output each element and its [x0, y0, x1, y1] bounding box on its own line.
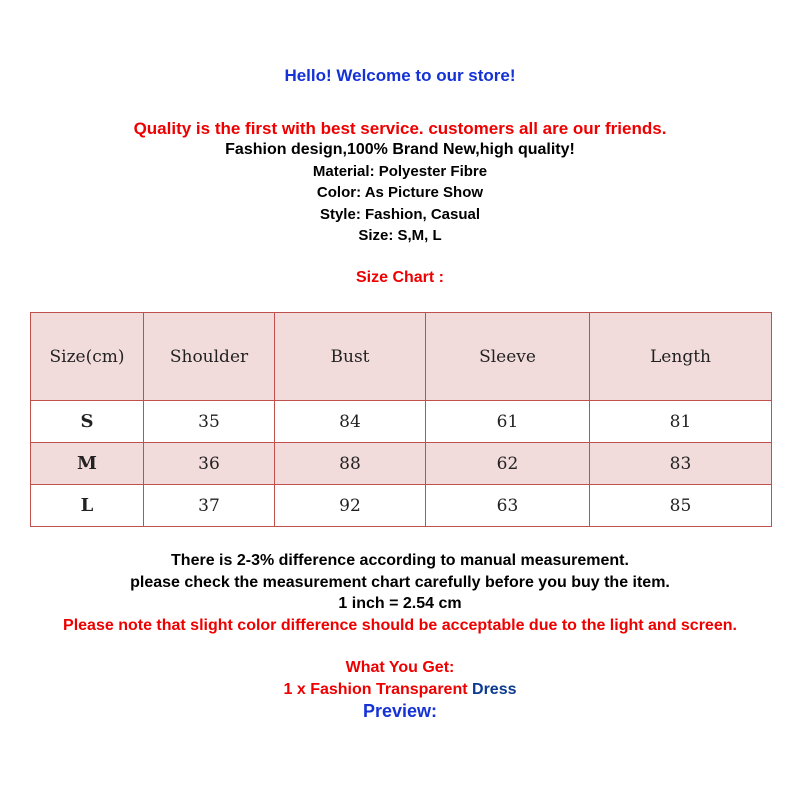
preview-label: Preview:: [362, 701, 438, 721]
table-cell: 36: [144, 443, 275, 485]
what-you-get-label: What You Get:: [345, 659, 455, 676]
header-cell: Sleeve: [426, 313, 590, 401]
size-chart-table: [30, 312, 772, 527]
table-row: [31, 485, 772, 527]
table-cell: 61: [426, 401, 590, 443]
item-prefix: 1 x Fashion Transparent: [283, 681, 468, 698]
table-row: [31, 401, 772, 443]
table-cell: 84: [275, 401, 426, 443]
table-cell: 83: [590, 443, 772, 485]
table-cell: 35: [144, 401, 275, 443]
style-text: Style: Fashion, Casual: [319, 206, 481, 223]
item-line: [0, 681, 800, 699]
color-text: Color: As Picture Show: [316, 184, 484, 201]
check-chart-note: please check the measurement chart carefully before you buy the item.: [130, 574, 670, 591]
size-chart-title: Size Chart :: [355, 269, 444, 286]
measurement-note: There is 2-3% difference according to manual measurement.: [171, 552, 629, 569]
table-row: [31, 443, 772, 485]
size-text: Size: S,M, L: [358, 227, 442, 244]
material-text: Material: Polyester Fibre: [312, 163, 488, 180]
table-cell: 88: [275, 443, 426, 485]
header-cell: Length: [590, 313, 772, 401]
header-cell: Bust: [275, 313, 426, 401]
inch-conversion-note: 1 inch = 2.54 cm: [338, 595, 462, 612]
fashion-design-text: Fashion design,100% Brand New,high quality!: [225, 141, 575, 158]
item-suffix: Dress: [472, 681, 517, 698]
header-cell: Shoulder: [144, 313, 275, 401]
size-cell: L: [31, 485, 144, 527]
table-cell: 81: [590, 401, 772, 443]
quality-text: Quality is the first with best service. customers all are our friends.: [133, 119, 667, 138]
table-cell: 37: [144, 485, 275, 527]
welcome-text: Hello! Welcome to our store!: [284, 66, 516, 85]
table-header-row: [31, 313, 772, 401]
table-cell: 85: [590, 485, 772, 527]
size-cell: M: [31, 443, 144, 485]
header-cell: Size(cm): [31, 313, 144, 401]
table-cell: 62: [426, 443, 590, 485]
table-cell: 92: [275, 485, 426, 527]
size-cell: S: [31, 401, 144, 443]
color-difference-note: Please note that slight color difference should be acceptable due to the light and screen.: [63, 617, 737, 634]
table-cell: 63: [426, 485, 590, 527]
